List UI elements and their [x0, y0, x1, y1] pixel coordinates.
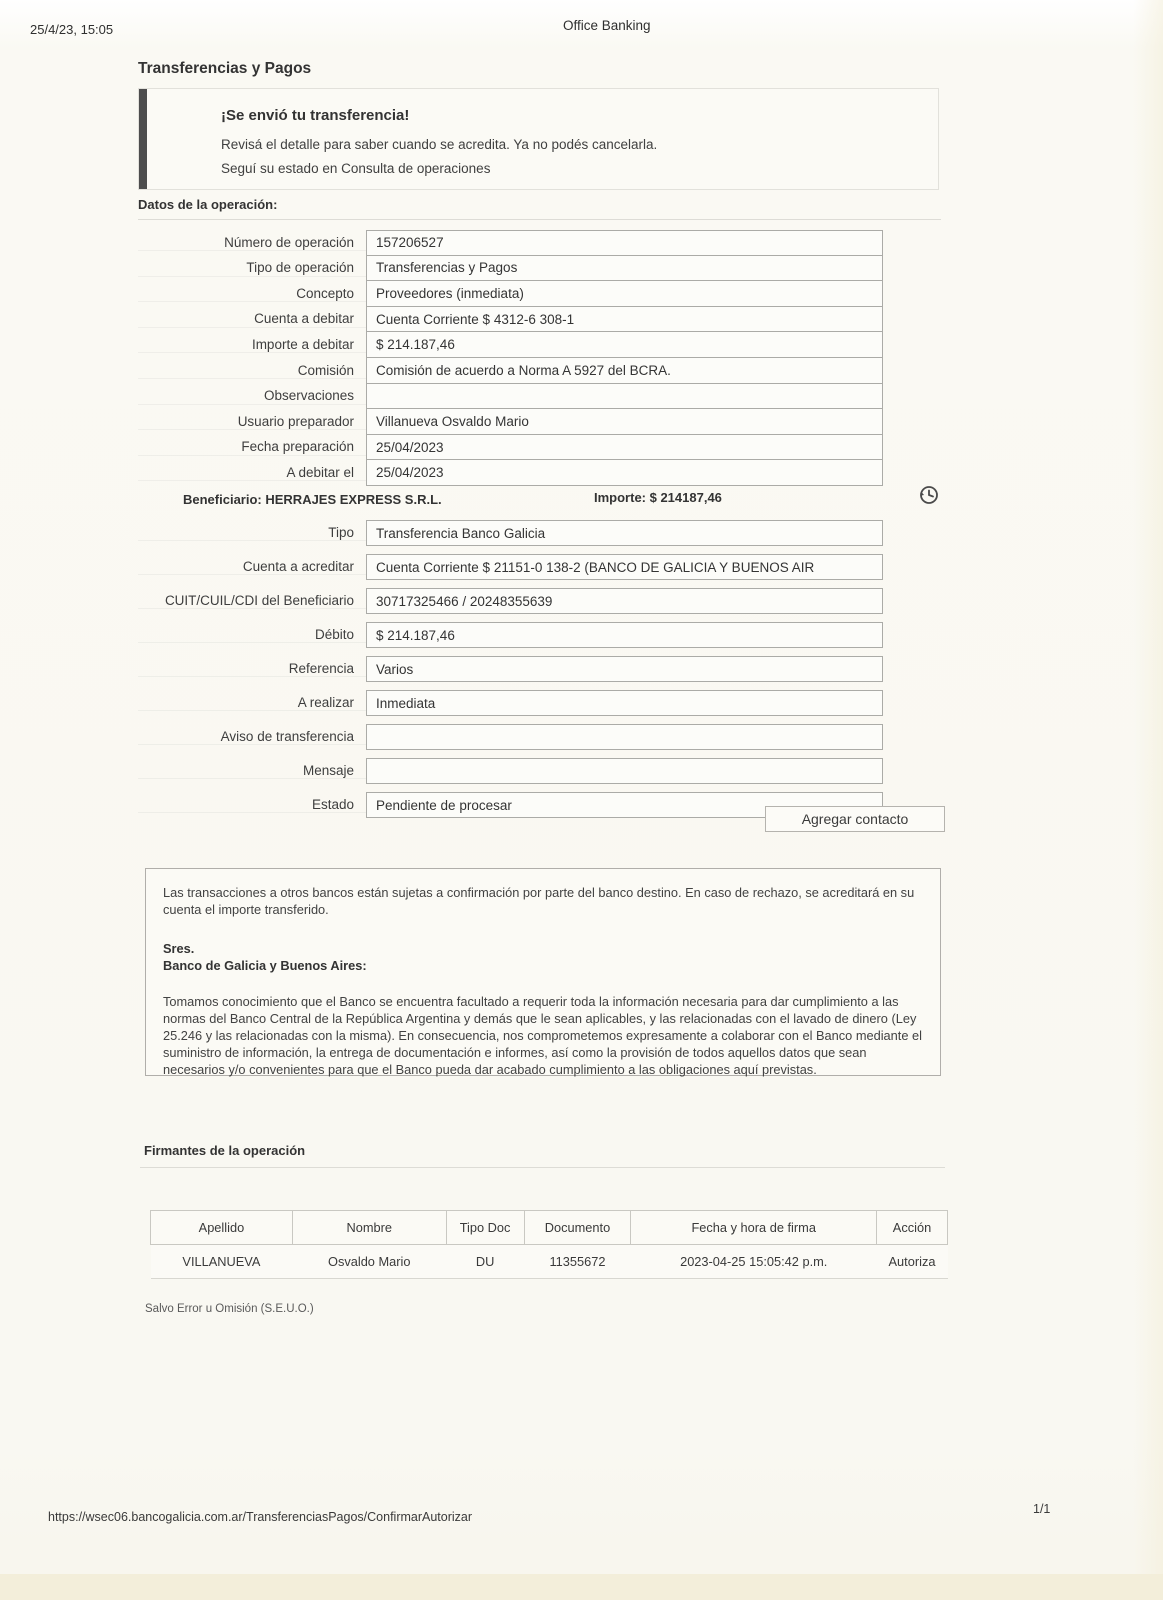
- field-label: Tipo: [138, 525, 366, 542]
- legal-salutation: Sres.: [163, 941, 195, 957]
- banner-message-line1: Revisá el detalle para saber cuando se acredita. Ya no podés cancelarla.: [221, 137, 658, 152]
- field-row-importe-debitar: [138, 332, 883, 358]
- field-row-tipo: [138, 520, 883, 546]
- field-row-a-debitar-el: [138, 460, 883, 486]
- footer-url: https://wsec06.bancogalicia.com.ar/TransferenciasPagos/ConfirmarAutorizar: [48, 1510, 473, 1524]
- signers-section-heading: Firmantes de la operación: [144, 1143, 306, 1158]
- field-value-box[interactable]: Comisión de acuerdo a Norma A 5927 del BCRA.: [366, 357, 883, 384]
- field-value-box[interactable]: [366, 724, 883, 750]
- legal-body-paragraph: Tomamos conocimiento que el Banco se encuentra facultado a requerir toda la información necesaria para dar cumplimiento a las normas del Banco Central de la República Argentina y demás que le sean aplicables, y las relacionadas con el lavado de dinero (Ley 25.246 y las relacionadas con la misma). En consecuencia, nos comprometemos expresamente a colaborar con el Banco mediante el suministro de información, la entrega de documentación e informes, así como la provisión de todos aquellos datos que sean necesarios y/o convenientes para que el Banco pueda dar acabado cumplimiento a las obligaciones aquí previstas.: [163, 993, 922, 1078]
- field-label: Usuario preparador: [138, 414, 366, 431]
- beneficiary-summary: Beneficiario: HERRAJES EXPRESS S.R.L.: [183, 492, 442, 507]
- section-divider: [138, 219, 941, 220]
- legal-notice-paragraph: Las transacciones a otros bancos están sujetas a confirmación por parte del banco destino. En caso de rechazo, se acreditará en su cuenta el importe transferido.: [163, 885, 915, 918]
- operation-fields: [138, 230, 883, 486]
- field-value-box[interactable]: Pendiente de procesar: [366, 792, 883, 818]
- field-value-box[interactable]: $ 214.187,46: [366, 622, 883, 648]
- field-label: Cuenta a debitar: [138, 311, 366, 328]
- banner-message-line2: Seguí su estado en Consulta de operaciones: [221, 161, 491, 176]
- field-value-box[interactable]: 157206527: [366, 230, 883, 256]
- field-label: Estado: [138, 797, 366, 814]
- history-clock-icon: [916, 483, 940, 507]
- cell-accion: Autoriza: [877, 1245, 948, 1279]
- field-row-comision: [138, 358, 883, 384]
- field-value-box[interactable]: Transferencia Banco Galicia: [366, 520, 883, 546]
- field-label: Comisión: [138, 363, 366, 380]
- field-value-box[interactable]: 25/04/2023: [366, 434, 883, 461]
- field-label: Mensaje: [138, 763, 366, 780]
- field-value-box[interactable]: 30717325466 / 20248355639: [366, 588, 883, 614]
- print-app-title: Office Banking: [563, 18, 651, 33]
- field-value-box[interactable]: Cuenta Corriente $ 4312-6 308-1: [366, 306, 883, 333]
- field-row-aviso-transferencia: [138, 724, 883, 750]
- field-row-a-realizar: [138, 690, 883, 716]
- field-label: Débito: [138, 627, 366, 644]
- amount-summary: Importe: $ 214187,46: [594, 490, 722, 505]
- field-label: A realizar: [138, 695, 366, 712]
- field-label: Concepto: [138, 286, 366, 303]
- field-label: Referencia: [138, 661, 366, 678]
- banner-title: ¡Se envió tu transferencia!: [221, 107, 410, 124]
- page-indicator: 1/1: [1033, 1502, 1051, 1516]
- field-label: CUIT/CUIL/CDI del Beneficiario: [138, 593, 366, 610]
- field-value-box[interactable]: Transferencias y Pagos: [366, 255, 883, 282]
- cell-apellido: VILLANUEVA: [151, 1245, 293, 1279]
- column-header-fecha-firma: Fecha y hora de firma: [631, 1211, 877, 1245]
- field-value-box[interactable]: Villanueva Osvaldo Mario: [366, 408, 883, 435]
- cell-documento: 11355672: [524, 1245, 631, 1279]
- legal-bank-name: Banco de Galicia y Buenos Aires:: [163, 958, 367, 974]
- field-row-numero-operacion: [138, 230, 883, 256]
- field-label: Número de operación: [138, 235, 366, 252]
- field-value-box[interactable]: [366, 383, 883, 410]
- table-header-row: [151, 1211, 948, 1245]
- field-value-box[interactable]: Cuenta Corriente $ 21151-0 138-2 (BANCO DE GALICIA Y BUENOS AIR: [366, 554, 883, 580]
- column-header-documento: Documento: [524, 1211, 631, 1245]
- cell-nombre: Osvaldo Mario: [292, 1245, 446, 1279]
- field-label: Fecha preparación: [138, 439, 366, 456]
- seuo-note: Salvo Error u Omisión (S.E.U.O.): [145, 1303, 314, 1315]
- field-value-box[interactable]: $ 214.187,46: [366, 331, 883, 358]
- legal-notice: [145, 868, 941, 1076]
- cell-tipo-doc: DU: [446, 1245, 524, 1279]
- field-value-box[interactable]: [366, 758, 883, 784]
- field-row-mensaje: [138, 758, 883, 784]
- field-row-debito: [138, 622, 883, 648]
- field-row-usuario-preparador: [138, 409, 883, 435]
- field-row-cuit-beneficiario: [138, 588, 883, 614]
- transfer-fields: [138, 520, 883, 826]
- column-header-accion: Acción: [877, 1211, 948, 1245]
- field-value-box[interactable]: Proveedores (inmediata): [366, 280, 883, 307]
- field-label: A debitar el: [138, 465, 366, 482]
- table-row: [151, 1245, 948, 1279]
- print-datetime: 25/4/23, 15:05: [30, 22, 114, 37]
- field-value-box[interactable]: 25/04/2023: [366, 459, 883, 486]
- field-row-cuenta-debitar: [138, 307, 883, 333]
- field-row-fecha-preparacion: [138, 435, 883, 461]
- operation-section-heading: Datos de la operación:: [138, 197, 278, 212]
- column-header-tipo-doc: Tipo Doc: [446, 1211, 524, 1245]
- field-row-tipo-operacion: [138, 256, 883, 282]
- add-contact-button[interactable]: Agregar contacto: [765, 806, 945, 832]
- field-label: Observaciones: [138, 388, 366, 405]
- field-label: Aviso de transferencia: [138, 729, 366, 746]
- field-row-concepto: [138, 281, 883, 307]
- field-label: Importe a debitar: [138, 337, 366, 354]
- page-title: Transferencias y Pagos: [138, 60, 312, 77]
- section-divider: [140, 1167, 945, 1168]
- field-row-referencia: [138, 656, 883, 682]
- success-banner: [138, 88, 939, 190]
- cell-fecha-firma: 2023-04-25 15:05:42 p.m.: [631, 1245, 877, 1279]
- signers-table: [150, 1210, 948, 1279]
- field-row-cuenta-acreditar: [138, 554, 883, 580]
- field-label: Tipo de operación: [138, 260, 366, 277]
- field-value-box[interactable]: Varios: [366, 656, 883, 682]
- field-value-box[interactable]: Inmediata: [366, 690, 883, 716]
- banner-accent-bar: [139, 89, 147, 189]
- column-header-nombre: Nombre: [292, 1211, 446, 1245]
- field-label: Cuenta a acreditar: [138, 559, 366, 576]
- column-header-apellido: Apellido: [151, 1211, 293, 1245]
- field-row-observaciones: [138, 384, 883, 410]
